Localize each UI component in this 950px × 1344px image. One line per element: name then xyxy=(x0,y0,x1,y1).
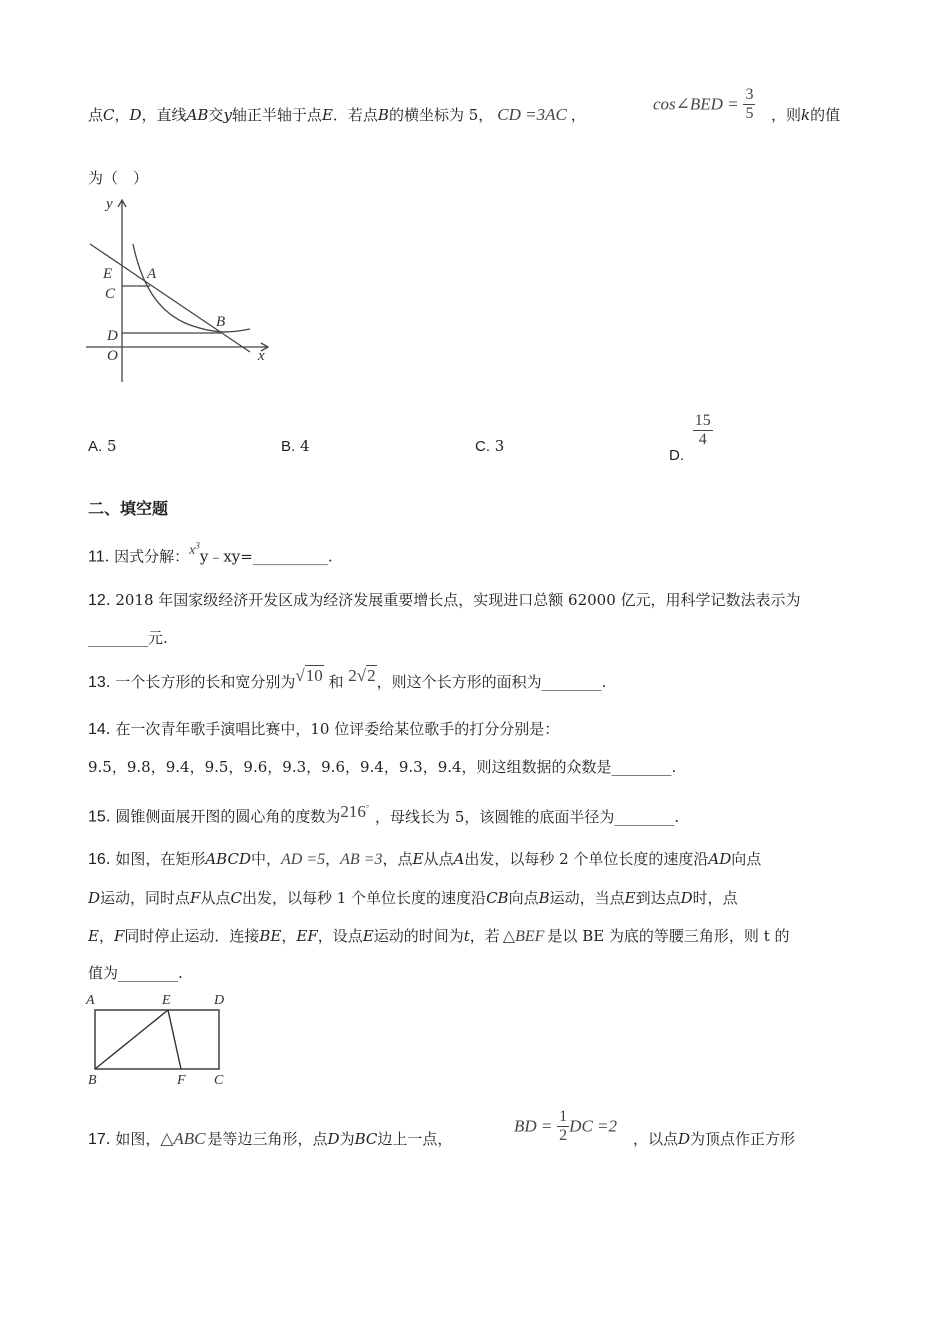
text: 是等边三角形，点 xyxy=(207,1130,328,1148)
numerator: 15 xyxy=(694,412,711,429)
radicand: 2 xyxy=(367,666,376,685)
option-c[interactable] xyxy=(475,437,504,455)
var-t: t xyxy=(463,927,470,945)
text: 同时停止运动．连接 xyxy=(124,927,260,945)
option-value: 5 xyxy=(106,437,117,455)
segment-cb: CB xyxy=(486,889,509,907)
option-value: 4 xyxy=(299,437,310,455)
text: 为 xyxy=(339,1130,355,1148)
option-d-fraction xyxy=(693,412,713,449)
cos-fraction xyxy=(743,86,755,123)
point-c: C xyxy=(103,106,115,124)
point-f: F xyxy=(113,927,125,945)
segment-bc: BC xyxy=(354,1130,378,1148)
rectangle-figure xyxy=(82,988,242,1090)
text: 从点 xyxy=(423,850,454,868)
dc-expr: DC =2 xyxy=(569,1116,618,1136)
segment-ad: AD xyxy=(708,850,732,868)
point-f: F xyxy=(190,889,201,907)
segment-ef xyxy=(168,1010,181,1069)
text: ， xyxy=(281,927,297,945)
question-number: 17 xyxy=(88,1131,106,1148)
segment-ef: EF xyxy=(296,927,318,945)
line-ab: AB xyxy=(186,106,209,124)
text: 向点 xyxy=(508,889,539,907)
question-number: 14 xyxy=(88,721,106,738)
label-e: E xyxy=(162,993,171,1008)
text: 运动，当点 xyxy=(549,889,625,907)
segment-be xyxy=(95,1010,168,1069)
text: 的横坐标为 5， xyxy=(388,106,494,124)
text: y﹣xy=__________. xyxy=(199,547,333,566)
point-a: A xyxy=(453,850,465,868)
text: ， xyxy=(570,106,586,124)
text: 为顶点作正方形 xyxy=(690,1130,796,1148)
text: 是以 BE 为底的等腰三角形，则 t 的 xyxy=(547,927,790,945)
text: ．若点 xyxy=(332,106,378,124)
text: ，以点 xyxy=(633,1130,679,1148)
coefficient: 2 xyxy=(348,666,357,685)
half-fraction xyxy=(557,1108,569,1145)
text: 交 xyxy=(208,106,224,124)
point-d: D xyxy=(129,106,142,124)
denominator: 5 xyxy=(745,105,754,122)
point-d: D xyxy=(327,1130,340,1148)
text: ，直线 xyxy=(141,106,187,124)
label-e: E xyxy=(103,266,113,282)
denominator: 4 xyxy=(698,431,707,448)
q12-line2: ________元. xyxy=(88,629,168,647)
exponent: 3 xyxy=(195,540,200,550)
text: ， xyxy=(98,927,114,945)
text: . 如图， xyxy=(105,1130,161,1148)
point-e: E xyxy=(362,927,374,945)
text: 到达点 xyxy=(635,889,681,907)
segment-be: BE xyxy=(259,927,282,945)
text: 轴正半轴于点 xyxy=(231,106,322,124)
text: . 一个长方形的长和宽分别为 xyxy=(105,673,296,691)
text: ，点 xyxy=(382,850,413,868)
text: ，则这个长方形的面积为________. xyxy=(376,673,607,691)
formula-cos xyxy=(653,86,755,123)
question-number: 11 xyxy=(88,548,105,566)
cos-expr: cos∠BED = xyxy=(653,94,739,114)
option-key: B. xyxy=(281,438,296,455)
text: 边上一点， xyxy=(377,1130,453,1148)
point-e: E xyxy=(412,850,424,868)
option-value: 3 xyxy=(494,437,505,455)
q16-line4: 值为________. xyxy=(88,964,183,982)
point-d: D xyxy=(88,889,101,907)
label-a: A xyxy=(147,266,157,282)
label-b: B xyxy=(216,314,226,330)
text: ，若 xyxy=(469,927,500,945)
q14-line1 xyxy=(88,719,559,740)
q16-line2 xyxy=(88,888,738,908)
radicand: 10 xyxy=(305,666,323,685)
formula-cd: CD =3AC xyxy=(497,105,567,124)
q10-line1-end xyxy=(771,105,840,125)
point-b: B xyxy=(377,106,389,124)
formula-ad: AD =5 xyxy=(281,851,326,868)
point-e: E xyxy=(88,927,99,945)
axis-y: y xyxy=(223,106,232,124)
point-d: D xyxy=(678,1130,691,1148)
text: ，则 xyxy=(771,106,802,124)
text: 时，点 xyxy=(692,889,738,907)
label-b: B xyxy=(88,1073,97,1088)
label-a: A xyxy=(86,993,95,1008)
label-c: C xyxy=(105,286,116,302)
q17-line1 xyxy=(88,1129,452,1150)
sqrt-10: √10 xyxy=(295,666,323,685)
question-number: 16 xyxy=(88,851,106,868)
q16-line1 xyxy=(88,849,761,870)
formula-bd xyxy=(514,1108,617,1145)
text: . 在一次青年歌手演唱比赛中，10 位评委给某位歌手的打分分别是： xyxy=(105,720,560,738)
text: 中， xyxy=(250,850,281,868)
degree-sign: ° xyxy=(365,803,370,812)
text: ，母线长为 5，该圆锥的底面半径为________. xyxy=(375,807,680,826)
x-cubed xyxy=(189,540,200,558)
option-key: D. xyxy=(669,446,684,464)
bd-expr: BD = xyxy=(514,1116,553,1136)
label-x: x xyxy=(258,348,265,364)
point-d: D xyxy=(680,889,693,907)
label-f: F xyxy=(177,1073,186,1088)
q16-line3 xyxy=(88,926,790,947)
text: 点 xyxy=(88,106,104,124)
question-number: 15 xyxy=(88,808,106,826)
point-b: B xyxy=(538,889,550,907)
numerator: 3 xyxy=(745,86,754,103)
text: 出发，以每秒 1 个单位长度的速度沿 xyxy=(241,889,487,907)
question-number: 13 xyxy=(88,674,106,691)
label-d: D xyxy=(107,328,118,344)
var-k: k xyxy=(801,106,811,124)
text: 的值 xyxy=(810,106,841,124)
q13 xyxy=(88,666,607,693)
option-key: C. xyxy=(475,438,490,455)
text: 出发，以每秒 2 个单位长度的速度沿 xyxy=(464,850,709,868)
point-e: E xyxy=(321,106,333,124)
label-c: C xyxy=(214,1073,224,1088)
q11 xyxy=(88,540,333,569)
text: . 如图，在矩形 xyxy=(105,850,206,868)
option-d[interactable] xyxy=(669,412,713,464)
formula-ab: AB =3 xyxy=(340,851,383,868)
label-o: O xyxy=(107,348,118,364)
base: x xyxy=(189,542,196,558)
text: 从点 xyxy=(200,889,231,907)
option-b[interactable] xyxy=(281,437,310,455)
text: 和 xyxy=(328,673,344,691)
triangle-abc: △ABC xyxy=(160,1129,206,1148)
denominator: 2 xyxy=(559,1127,568,1144)
option-a[interactable] xyxy=(88,437,117,455)
point-c: C xyxy=(230,889,242,907)
q15 xyxy=(88,803,679,828)
numerator: 1 xyxy=(559,1108,568,1125)
q10-line2: 为（ ） xyxy=(88,169,149,187)
angle-216 xyxy=(340,802,369,821)
text: ， xyxy=(114,106,130,124)
section-title: 二、填空题 xyxy=(88,499,169,518)
hyperbola xyxy=(133,244,250,332)
label-y: y xyxy=(106,196,113,212)
two-sqrt-2: 2√2 xyxy=(348,666,376,685)
degree-value: 216 xyxy=(340,801,366,821)
rect-abcd: ABCD xyxy=(205,850,251,868)
text: ，设点 xyxy=(317,927,363,945)
text: . 因式分解： xyxy=(104,547,190,566)
label-d: D xyxy=(214,993,225,1008)
triangle-bef: △BEF xyxy=(502,928,545,945)
q14-line2: 9.5，9.8，9.4，9.5，9.6，9.3，9.6，9.4，9.3，9.4，则这组数据的众数是________. xyxy=(88,758,677,776)
q10-line1 xyxy=(88,105,586,125)
text: . 圆锥侧面展开图的圆心角的度数为 xyxy=(105,807,341,826)
option-key: A. xyxy=(88,438,103,455)
question-number: 12 xyxy=(88,592,106,609)
coordinate-figure xyxy=(80,192,280,387)
text: ， xyxy=(325,850,341,868)
point-e: E xyxy=(624,889,636,907)
text: . 2018 年国家级经济开发区成为经济发展重要增长点，实现进口总额 62000 亿元，用科学记数法表示为 xyxy=(105,591,801,609)
text: 运动的时间为 xyxy=(373,927,464,945)
q12-line1 xyxy=(88,590,801,611)
text: 向点 xyxy=(731,850,762,868)
text: 运动，同时点 xyxy=(100,889,191,907)
q17-line1-end xyxy=(633,1129,795,1149)
